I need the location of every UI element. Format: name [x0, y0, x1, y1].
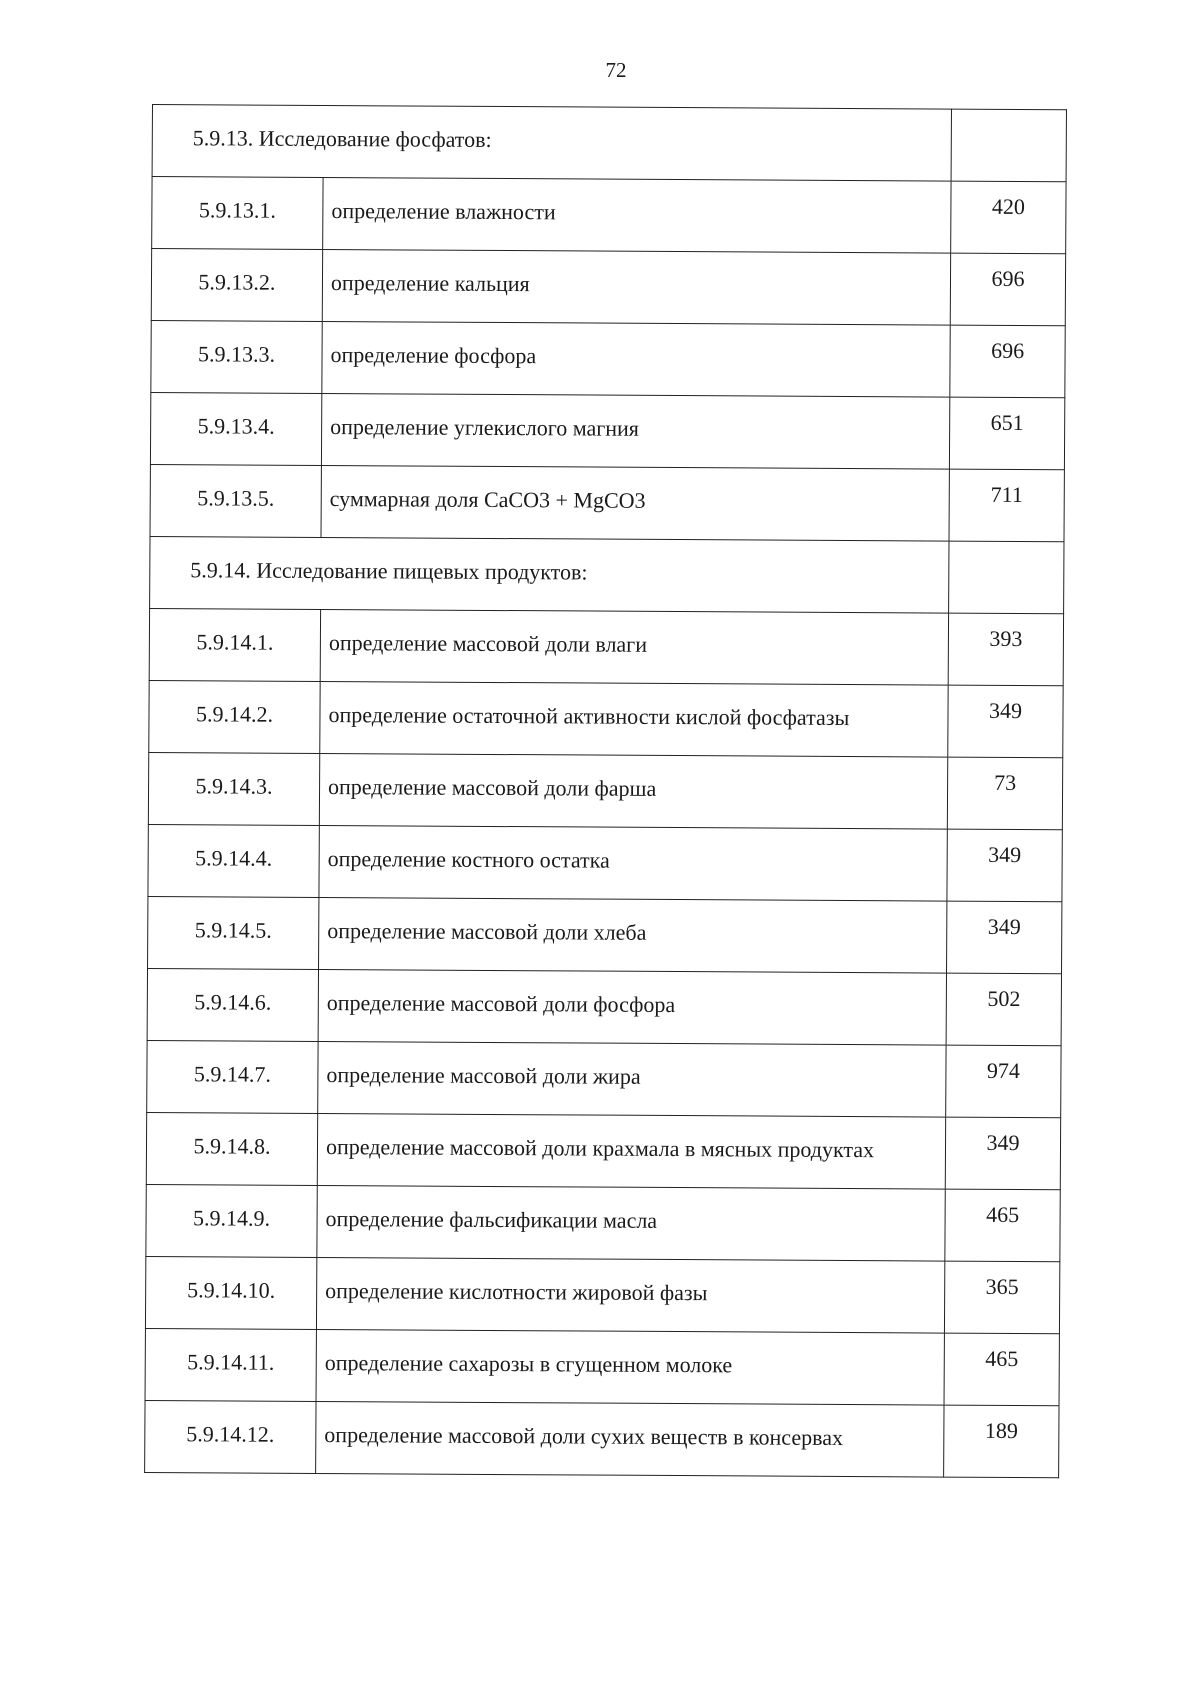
item-code: 5.9.14.11.: [145, 1328, 316, 1401]
item-code: 5.9.14.7.: [147, 1040, 318, 1113]
section-header-row: [150, 536, 1064, 613]
item-price: 73: [947, 757, 1062, 830]
item-price: 974: [946, 1045, 1061, 1118]
page-number: 72: [605, 58, 627, 82]
item-price: 465: [945, 1189, 1060, 1262]
item-name: определение кальция: [322, 249, 950, 325]
item-price: 349: [945, 1117, 1060, 1190]
empty-price-cell: [949, 541, 1064, 614]
item-code: 5.9.14.5.: [148, 896, 319, 969]
table-row: [151, 249, 1065, 326]
item-code: 5.9.13.1.: [152, 177, 323, 250]
item-name: определение массовой доли хлеба: [319, 897, 947, 973]
item-code: 5.9.14.3.: [148, 752, 319, 825]
item-code: 5.9.13.4.: [150, 392, 321, 465]
item-name: суммарная доля CaCO3 + MgCO3: [321, 465, 949, 541]
item-code: 5.9.13.2.: [151, 249, 322, 322]
item-name: определение остаточной активности кислой фосфатазы: [320, 681, 948, 757]
table-row: [151, 320, 1065, 397]
item-name: определение фальсификации масла: [317, 1185, 945, 1261]
item-code: 5.9.14.10.: [145, 1256, 316, 1329]
item-price: 349: [948, 685, 1063, 758]
item-code: 5.9.14.8.: [146, 1112, 317, 1185]
item-name: определение влажности: [323, 177, 951, 253]
item-name: определение массовой доли фарша: [319, 753, 947, 829]
table-row: [145, 1328, 1059, 1405]
item-name: определение массовой доли жира: [318, 1041, 946, 1117]
table-row: [152, 177, 1066, 254]
table-row: [147, 968, 1061, 1045]
table-row: [150, 392, 1064, 469]
item-price: 711: [949, 469, 1064, 542]
item-price: 465: [944, 1333, 1059, 1406]
item-price: 696: [950, 325, 1065, 398]
item-code: 5.9.14.6.: [147, 968, 318, 1041]
item-price: 349: [947, 901, 1062, 974]
table-row: [148, 824, 1062, 901]
item-code: 5.9.14.12.: [145, 1400, 316, 1473]
item-code: 5.9.14.9.: [146, 1184, 317, 1257]
item-price: 651: [949, 397, 1064, 470]
table-row: [147, 1040, 1061, 1117]
item-price: 696: [950, 253, 1065, 326]
item-name: определение массовой доли крахмала в мясных продуктах: [317, 1113, 945, 1189]
price-table: [144, 104, 1067, 1478]
item-name: определение массовой доли сухих веществ в консервах: [316, 1401, 944, 1477]
item-name: определение массовой доли влаги: [320, 609, 948, 685]
item-price: 365: [944, 1261, 1059, 1334]
table-row: [149, 608, 1063, 685]
item-code: 5.9.14.2.: [149, 680, 320, 753]
table-row: [146, 1184, 1060, 1261]
item-price: 189: [944, 1405, 1059, 1478]
item-name: определение костного остатка: [319, 825, 947, 901]
item-price: 502: [946, 973, 1061, 1046]
table-row: [148, 896, 1062, 973]
item-name: определение кислотности жировой фазы: [316, 1257, 944, 1333]
item-price: 349: [947, 829, 1062, 902]
table-row: [149, 680, 1063, 757]
item-name: определение углекислого магния: [321, 393, 949, 469]
item-code: 5.9.14.4.: [148, 824, 319, 897]
item-code: 5.9.13.3.: [151, 320, 322, 393]
item-price: 393: [948, 613, 1063, 686]
section-header-row: [152, 105, 1066, 182]
table-row: [148, 752, 1062, 829]
item-price: 420: [951, 181, 1066, 254]
section-title: 5.9.13. Исследование фосфатов:: [152, 105, 951, 182]
table-row: [145, 1400, 1059, 1477]
table-row: [150, 464, 1064, 541]
table-row: [146, 1112, 1060, 1189]
item-name: определение фосфора: [322, 321, 950, 397]
empty-price-cell: [951, 109, 1066, 182]
section-title: 5.9.14. Исследование пищевых продуктов:: [150, 536, 949, 613]
item-code: 5.9.14.1.: [149, 608, 320, 681]
item-name: определение сахарозы в сгущенном молоке: [316, 1329, 944, 1405]
item-name: определение массовой доли фосфора: [318, 969, 946, 1045]
item-code: 5.9.13.5.: [150, 464, 321, 537]
price-table-body: [145, 105, 1067, 1478]
table-row: [145, 1256, 1059, 1333]
